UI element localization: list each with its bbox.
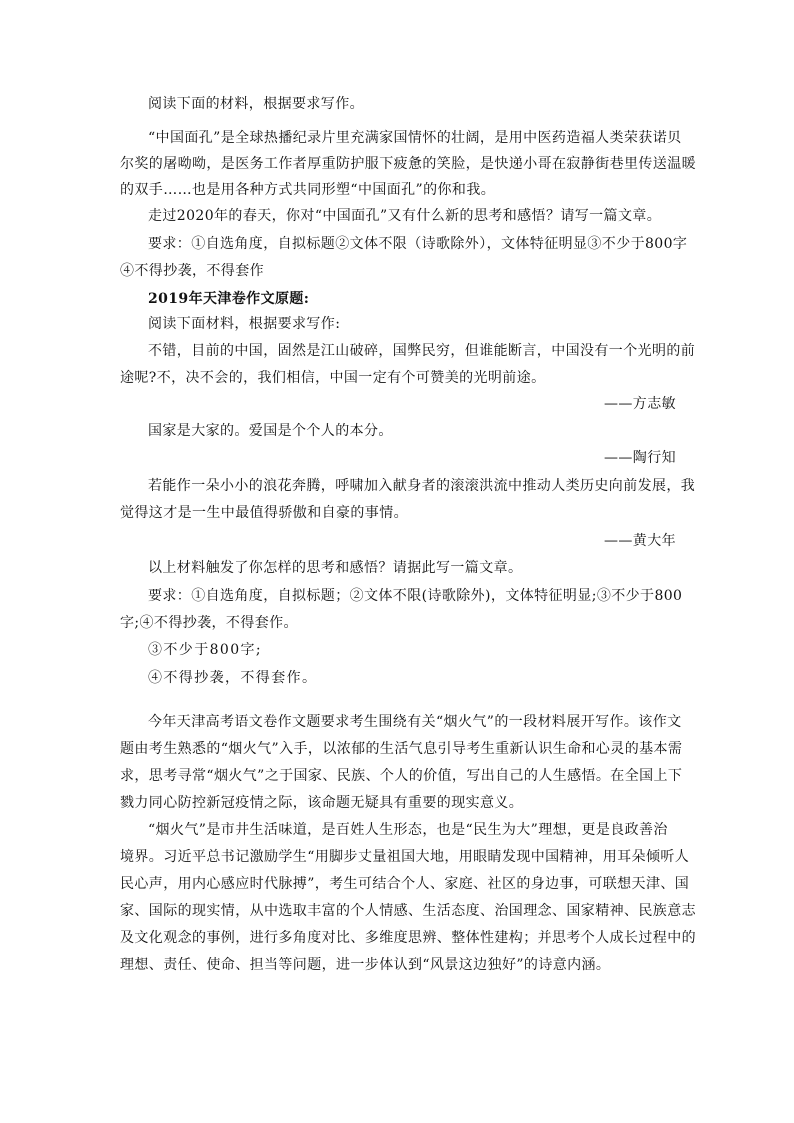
- analysis-line: 民心声，用内心感应时代脉搏”，考生可结合个人、家庭、社区的身边事，可联想天津、国: [120, 876, 690, 892]
- analysis-line: 及文化观念的事例，进行多角度对比、多维度思辨、整体性建构；并思考个人成长过程中的: [120, 930, 696, 946]
- analysis-line: 求，思考寻常“烟火气”之于国家、民族、个人的价值，写出自己的人生感悟。在全国上下: [120, 768, 683, 784]
- quote-line: 不错，目前的中国，固然是江山破碎，国弊民穷，但谁能断言，中国没有一个光明的前: [148, 343, 696, 359]
- section2-requirement-item: ④不得抄袭，不得套作。: [148, 670, 318, 686]
- analysis-line: 境界。习近平总书记激励学生“用脚步丈量祖国大地，用眼睛发现中国精神，用耳朵倾听人: [120, 849, 690, 865]
- section1-material-line: 的双手……也是用各种方式共同形塑“中国面孔”的你和我。: [120, 182, 496, 198]
- quote-line: 途呢?不，决不会的，我们相信，中国一定有个可赞美的光明前途。: [120, 370, 546, 386]
- quote-line: 觉得这才是一生中最值得骄傲和自豪的事情。: [120, 505, 408, 521]
- section1-requirement-line: 要求：①自选角度，自拟标题②文体不限（诗歌除外），文体特征明显③不少于800字: [148, 236, 688, 252]
- quote-author: ——方志敏: [604, 396, 676, 412]
- section2-requirement-line: 要求：①自选角度，自拟标题；②文体不限(诗歌除外)，文体特征明显;③不少于800: [148, 588, 683, 604]
- section1-material-line: “中国面孔”是全球热播纪录片里充满家国情怀的壮阔，是用中医药造福人类荣获诺贝: [148, 130, 682, 146]
- section2-requirement-item: ③不少于800字;: [148, 642, 263, 658]
- analysis-line: 题由考生熟悉的“烟火气”入手，以浓郁的生活气息引导考生重新认识生命和心灵的基本需: [120, 741, 683, 757]
- quote-author: ——黄大年: [604, 533, 676, 549]
- quote-line: 国家是大家的。爱国是个个人的本分。: [148, 423, 393, 439]
- section1-material-line: 尔奖的屠呦呦，是医务工作者厚重防护服下疲惫的笑脸，是快递小哥在寂静街巷里传送温暖: [120, 156, 696, 172]
- analysis-line: 今年天津高考语文卷作文题要求考生围绕有关“烟火气”的一段材料展开写作。该作文: [148, 714, 682, 730]
- section2-prompt: 以上材料触发了你怎样的思考和感悟？请据此写一篇文章。: [148, 560, 523, 576]
- quote-line: 若能作一朵小小的浪花奔腾，呼啸加入献身者的滚滚洪流中推动人类历史向前发展，我: [148, 478, 696, 494]
- analysis-line: 理想、责任、使命、担当等问题，进一步体认到“风景这边独好”的诗意内涵。: [120, 957, 611, 973]
- section1-requirement-line: ④不得抄袭，不得套作: [120, 263, 264, 279]
- section1-prompt: 走过2020年的春天，你对“中国面孔”又有什么新的思考和感悟？请写一篇文章。: [148, 208, 662, 224]
- section2-heading: 2019年天津卷作文原题:: [148, 291, 310, 307]
- section2-intro: 阅读下面材料，根据要求写作:: [148, 316, 341, 332]
- section1-intro: 阅读下面的材料，根据要求写作。: [148, 96, 364, 112]
- analysis-line: “烟火气”是市井生活味道，是百姓人生形态，也是“民生为大”理想，更是良政善治: [148, 822, 668, 838]
- quote-author: ——陶行知: [604, 450, 676, 466]
- analysis-line: 戮力同心防控新冠疫情之际，该命题无疑具有重要的现实意义。: [120, 795, 524, 811]
- section2-requirement-line: 字;④不得抄袭，不得套作。: [120, 615, 298, 631]
- analysis-line: 家、国际的现实情，从中选取丰富的个人情感、生活态度、治国理念、国家精神、民族意志: [120, 903, 696, 919]
